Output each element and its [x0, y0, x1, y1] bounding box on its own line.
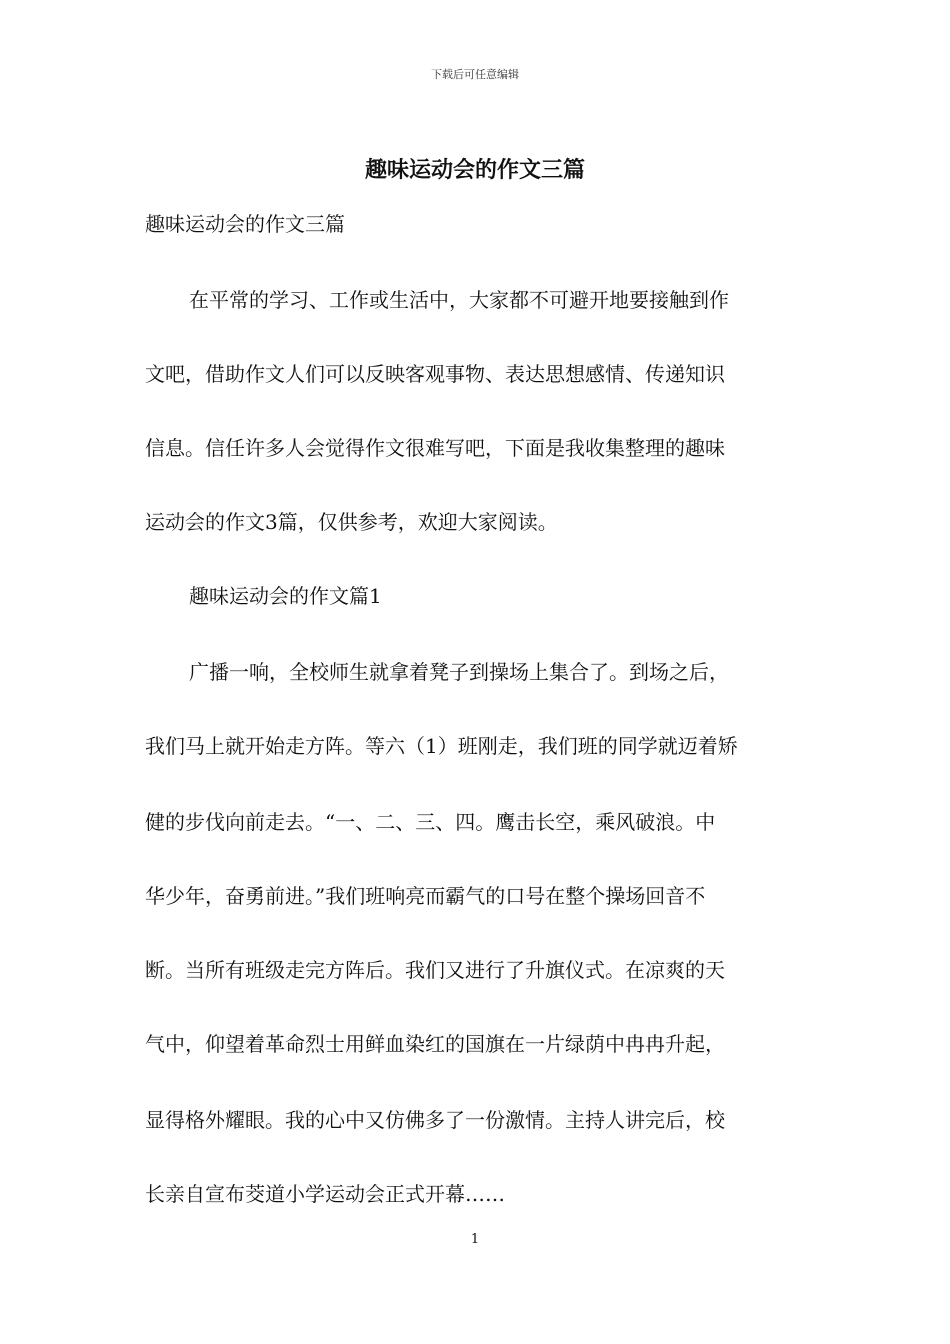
- body-line: 运动会的作文3篇，仅供参考，欢迎大家阅读。: [145, 510, 558, 534]
- body-line: 断。当所有班级走完方阵后。我们又进行了升旗仪式。在凉爽的天: [145, 958, 725, 982]
- body-line: 健的步伐向前走去。“一、二、三、四。鹰击长空，乘风破浪。中: [145, 810, 716, 834]
- body-line: 华少年，奋勇前进。”我们班响亮而霸气的口号在整个操场回音不: [145, 884, 706, 908]
- body-line: 信息。信任许多人会觉得作文很难写吧，下面是我收集整理的趣味: [145, 436, 725, 460]
- body-line: 文吧，借助作文人们可以反映客观事物、表达思想感情、传递知识: [145, 362, 725, 386]
- section-heading: 趣味运动会的作文篇1: [189, 584, 382, 608]
- page-number: 1: [470, 1232, 480, 1247]
- body-line: 长亲自宣布茭道小学运动会正式开幕……: [145, 1182, 505, 1206]
- body-line: 显得格外耀眼。我的心中又仿佛多了一份激情。主持人讲完后，校: [145, 1108, 725, 1132]
- document-subtitle: 趣味运动会的作文三篇: [145, 212, 345, 236]
- body-line: 广播一响，全校师生就拿着凳子到操场上集合了。到场之后，: [189, 660, 729, 684]
- header-note: 下载后可任意编辑: [431, 68, 519, 81]
- body-line: 在平常的学习、工作或生活中，大家都不可避开地要接触到作: [189, 288, 729, 312]
- document-title: 趣味运动会的作文三篇: [364, 157, 585, 183]
- body-line: 我们马上就开始走方阵。等六（1）班刚走，我们班的同学就迈着矫: [145, 734, 738, 758]
- body-line: 气中，仰望着革命烈士用鲜血染红的国旗在一片绿荫中冉冉升起，: [145, 1032, 725, 1056]
